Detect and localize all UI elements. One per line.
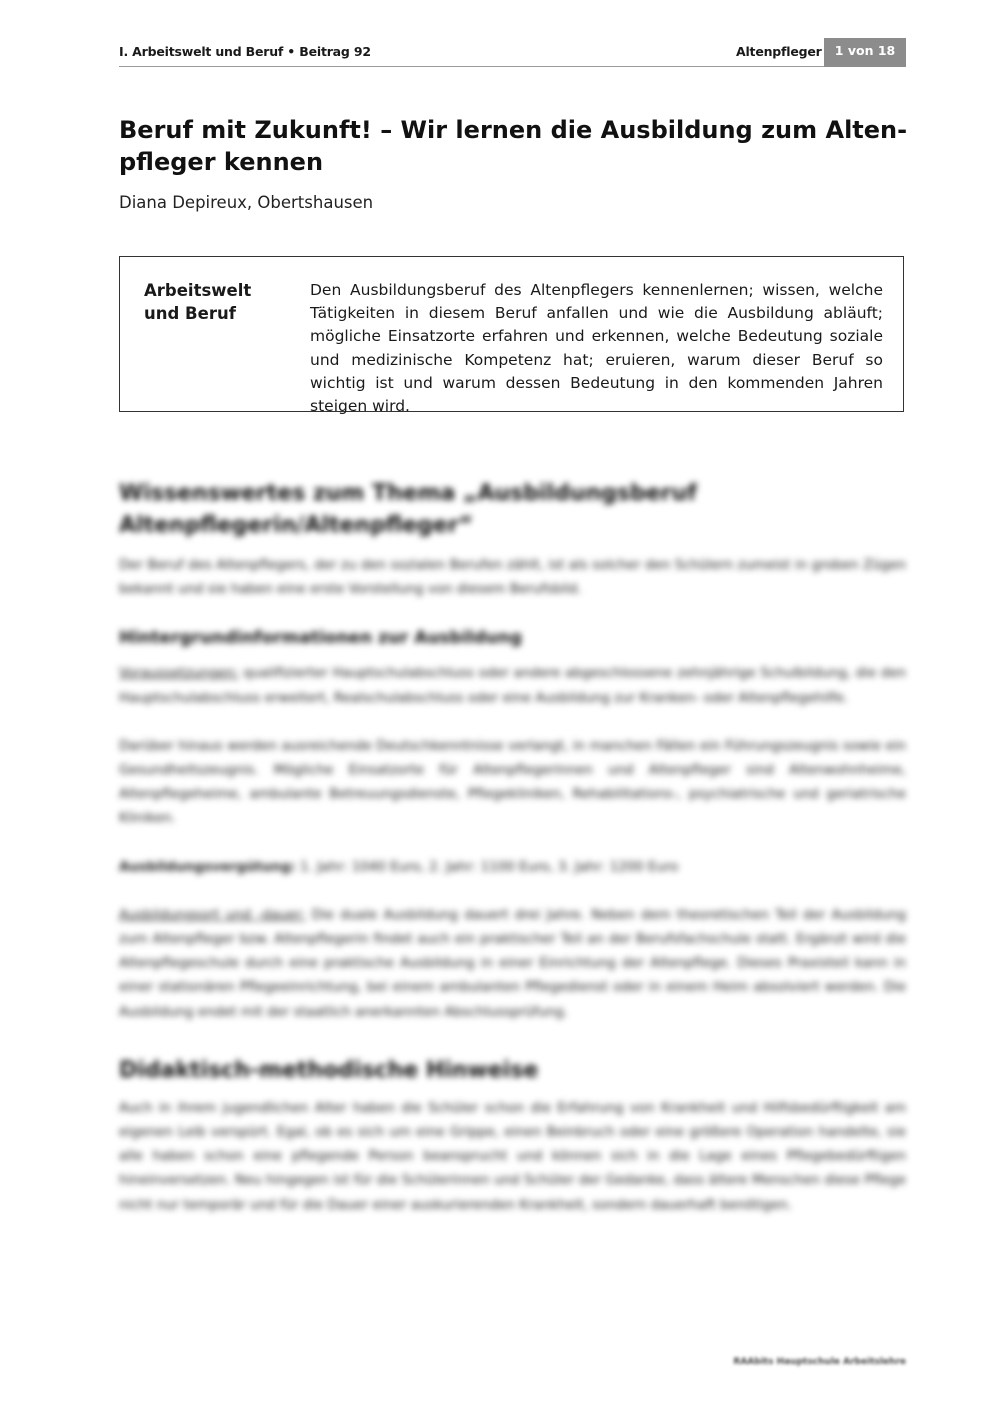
page-header <box>119 38 906 68</box>
section-heading-wissenswertes: Wissenswertes zum Thema „Ausbildungsberuf Altenpflegerin/Altenpfleger“ <box>119 481 697 538</box>
author-line: Diana Depireux, Obertshausen <box>119 193 374 212</box>
lead-voraussetzungen: Voraussetzungen: <box>119 666 239 682</box>
subheading-hintergrund: Hintergrundinformationen zur Ausbildung <box>119 628 523 649</box>
lead-verguetung: Ausbildungsvergütung: <box>119 859 296 875</box>
series-label: I. Arbeitswelt und Beruf • Beitrag 92 <box>119 44 371 59</box>
objectives-label: Arbeitswelt und Beruf <box>144 281 252 323</box>
text-ausbildungsdauer: Die duale Ausbildung dauert drei Jahre. Neben dem theoretischen Teil der Ausbildung zum Altenpfleger bzw. Altenpflegerin findet auch ein praktischer Teil an der Berufsfachschule statt. Ergänzt wird die Altenpflegeschule durch eine praktische Ausbildung in einer Einrichtung der Altenpflege. Dieses Praxisteil kann in einer stationären Pflegeeinrichtung, bei einem ambulanten Pflegedienst oder in einem Heim absolviert werden. Die Ausbildung endet mit der staatlich anerkannten Abschlussprüfung. <box>119 907 906 1020</box>
paragraph-einsatzorte: Darüber hinaus werden ausreichende Deutschkenntnisse verlangt, in manchen Fällen ein Führungszeugnis sowie ein Gesundheitszeugnis. Mögliche Einsatzorte für Altenpflegerinnen und Altenpfleger sind Altenwohnheime, Altenpflegeheime, ambulante Betreuungsdienste, Pflegekliniken, Rehabilitations-, psychiatrische und geriatrische Kliniken. <box>119 738 906 827</box>
header-divider <box>119 66 824 67</box>
lead-ausbildungsdauer: Ausbildungsort und -dauer: <box>119 907 306 923</box>
text-voraussetzungen: qualifizierter Hauptschulabschluss oder andere abgeschlossene zehnjährige Schulbildung, die den Hauptschulabschluss erweitert, Realschulabschluss oder eine Ausbildung zur Kranken- oder Altenpflegehilfe. <box>119 666 906 706</box>
objectives-text: Den Ausbildungsberuf des Altenpflegers kennenlernen; wissen, welche Tätigkeiten in diesem Beruf anfallen und wie die Ausbildung abläuft; mögliche Einsatzorte erfahren und erkennen, welche Bedeutung soziale und medizinische Kompetenz hat; eruieren, warum dieser Beruf so wichtig ist und warum dessen Bedeutung in den kommenden Jahren steigen wird. <box>310 281 883 416</box>
publisher-footer: RAAbits Hauptschule Arbeitslehre <box>733 1357 906 1367</box>
section-heading-didaktik: Didaktisch-methodische Hinweise <box>119 1057 539 1083</box>
intro-paragraph: Der Beruf des Altenpflegers, der zu den sozialen Berufen zählt, ist als solcher den Schülern zumeist in groben Zügen bekannt und sie haben eine erste Vorstellung von diesem Berufsbild. <box>119 558 906 598</box>
learning-objectives-box <box>119 256 904 416</box>
text-verguetung: 1. Jahr: 1040 Euro, 2. Jahr: 1100 Euro, 3. Jahr: 1200 Euro <box>295 859 679 875</box>
paragraph-ausbildungsdauer <box>119 904 906 1025</box>
paragraph-didaktik: Auch in ihrem jugendlichen Alter haben die Schüler schon die Erfahrung von Krankheit und Hilfsbedürftigkeit am eigenen Leib verspürt. Egal, ob es sich um eine Grippe, einen Beinbruch oder eine größere Operation handelte, sie alle haben schon eine pflegende Person beansprucht und können sich in die Lage eines Pflegebedürftigen hineinversetzen. Neu hingegen ist für die Schülerinnen und Schüler der Gedanke, dass ältere Menschen diese Pflege nicht nur temporär und für die Dauer einer auskurierenden Krankheit, sondern dauerhaft benötigen. <box>119 1100 906 1213</box>
paragraph-voraussetzungen <box>119 662 906 710</box>
topic-label: Altenpfleger <box>736 44 822 59</box>
paragraph-verguetung <box>119 856 906 880</box>
section-background-info <box>119 478 906 1218</box>
page-number-badge: 1 von 18 <box>824 38 906 67</box>
document-title: Beruf mit Zukunft! – Wir lernen die Ausbildung zum Alten-pfleger kennen <box>119 116 908 176</box>
